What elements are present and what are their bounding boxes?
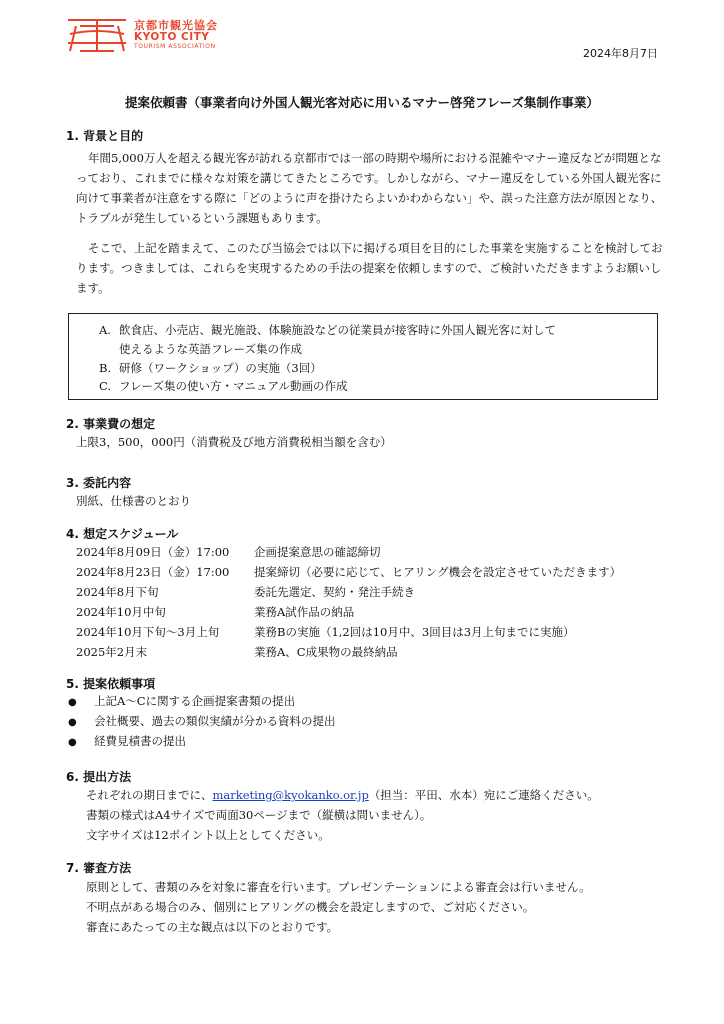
schedule-date: 2024年10月下旬〜3月上旬 (76, 625, 220, 639)
schedule-task: 提案締切（必要に応じて、ヒアリング機会を設定させていただきます） (254, 565, 622, 579)
document-title: 提案依頼書（事業者向け外国人観光客対応に用いるマナー啓発フレーズ集制作事業） (125, 95, 599, 110)
objective-a (99, 321, 556, 340)
section-3-text: 別紙、仕様書のとおり (76, 494, 191, 508)
schedule-row (76, 643, 398, 662)
schedule-date: 2024年8月23日（金）17:00 (76, 565, 230, 579)
request-item-text: 上記A〜Cに関する企画提案書類の提出 (94, 694, 296, 708)
objective-a-continued: 使えるような英語フレーズ集の作成 (119, 342, 302, 356)
objective-c-text: フレーズ集の使い方・マニュアル動画の作成 (119, 379, 348, 393)
bullet-icon: ● (68, 697, 77, 708)
section-1-paragraph-2: そこで、上記を踏まえて、このたび当協会では以下に掲げる項目を目的にした事業を実施することを検討しております。つきましては、これらを実現するための手法の提案を依頼しますので、ご検討いただきますようお願いします。 (76, 241, 663, 295)
request-item (68, 693, 295, 709)
submission-text-pre: それぞれの期日までに、 (86, 788, 213, 802)
schedule-date: 2024年8月09日（金）17:00 (76, 545, 230, 559)
review-line-2: 不明点がある場合のみ、個別にヒアリングの機会を設定しますので、ご対応ください。 (86, 900, 535, 914)
request-item-text: 会社概要、過去の類似実績が分かる資料の提出 (94, 714, 336, 728)
logo-name-en: KYOTO CITY (134, 31, 210, 43)
submission-line-1 (86, 785, 676, 805)
schedule-task: 業務Bの実施（1,2回は10月中、3回目は3月上旬までに実施） (254, 625, 575, 639)
objective-b-marker: B. (99, 361, 112, 375)
section-1-paragraph-1: 年間5,000万人を超える観光客が訪れる京都市では一部の時期や場所における混雑やマナー違反などが問題となっており、これまでに様々な対策を講じてきたところです。しかしながら、マナー違反をしている外国人観光客に向けて事業者が注意をする際に「どのように声を掛けたらよいかわからない」や、誤った注意方法が原因となり、トラブルが発生しているという課題もあります。 (76, 151, 663, 225)
section-6-heading: 6. 提出方法 (66, 770, 132, 784)
request-item (68, 733, 186, 749)
schedule-date: 2024年8月下旬 (76, 585, 159, 599)
objective-b (99, 359, 322, 378)
schedule-row (76, 563, 622, 582)
section-5-heading: 5. 提案依頼事項 (66, 677, 156, 691)
submission-line-2: 書類の様式はA4サイズで両面30ページまで（縦横は問いません）。 (86, 808, 432, 822)
association-emblem-icon (66, 16, 128, 54)
schedule-task: 業務A試作品の納品 (254, 605, 355, 619)
section-1-heading: 1. 背景と目的 (66, 129, 144, 143)
section-3-heading: 3. 委託内容 (66, 476, 132, 490)
schedule-row (76, 623, 575, 642)
review-line-3: 審査にあたっての主な観点は以下のとおりです。 (86, 920, 339, 934)
objective-c-marker: C. (99, 379, 112, 393)
submission-text-post: （担当：平田、水本）宛にご連絡ください。 (368, 788, 599, 802)
logo-subtitle-en: TOURISM ASSOCIATION (134, 43, 216, 50)
schedule-row (76, 603, 355, 622)
logo-name-jp: 京都市観光協会 (134, 19, 218, 32)
schedule-date: 2024年10月中旬 (76, 605, 166, 619)
document-date: 2024年8月7日 (583, 47, 658, 60)
review-line-1: 原則として、書類のみを対象に審査を行います。プレゼンテーションによる審査会は行いません。 (86, 880, 591, 894)
section-4-heading: 4. 想定スケジュール (66, 527, 179, 541)
contact-email-link[interactable]: marketing@kyokanko.or.jp (212, 788, 369, 802)
submission-line-3: 文字サイズは12ポイント以上としてください。 (86, 828, 330, 842)
schedule-date: 2025年2月末 (76, 645, 148, 659)
objective-a-text: 飲食店、小売店、観光施設、体験施設などの従業員が接客時に外国人観光客に対して (119, 323, 556, 337)
section-2-heading: 2. 事業費の想定 (66, 417, 156, 431)
objective-b-text: 研修（ワークショップ）の実施（3回） (119, 361, 322, 375)
schedule-row (76, 583, 415, 602)
bullet-icon: ● (68, 717, 77, 728)
kyoto-city-tourism-logo (66, 16, 246, 56)
request-item-text: 経費見積書の提出 (94, 734, 186, 748)
logo-text (134, 20, 218, 51)
schedule-row (76, 543, 381, 562)
objectives-box (68, 313, 658, 400)
section-2-text: 上限3，500，000円（消費税及び地方消費税相当額を含む） (76, 435, 392, 449)
request-item (68, 713, 336, 729)
schedule-task: 企画提案意思の確認締切 (254, 545, 381, 559)
objective-c (99, 377, 348, 396)
section-7-heading: 7. 審査方法 (66, 861, 132, 875)
objective-a-marker: A. (99, 323, 111, 337)
schedule-task: 業務A、C成果物の最終納品 (254, 645, 398, 659)
schedule-task: 委託先選定、契約・発注手続き (254, 585, 415, 599)
bullet-icon: ● (68, 737, 77, 748)
